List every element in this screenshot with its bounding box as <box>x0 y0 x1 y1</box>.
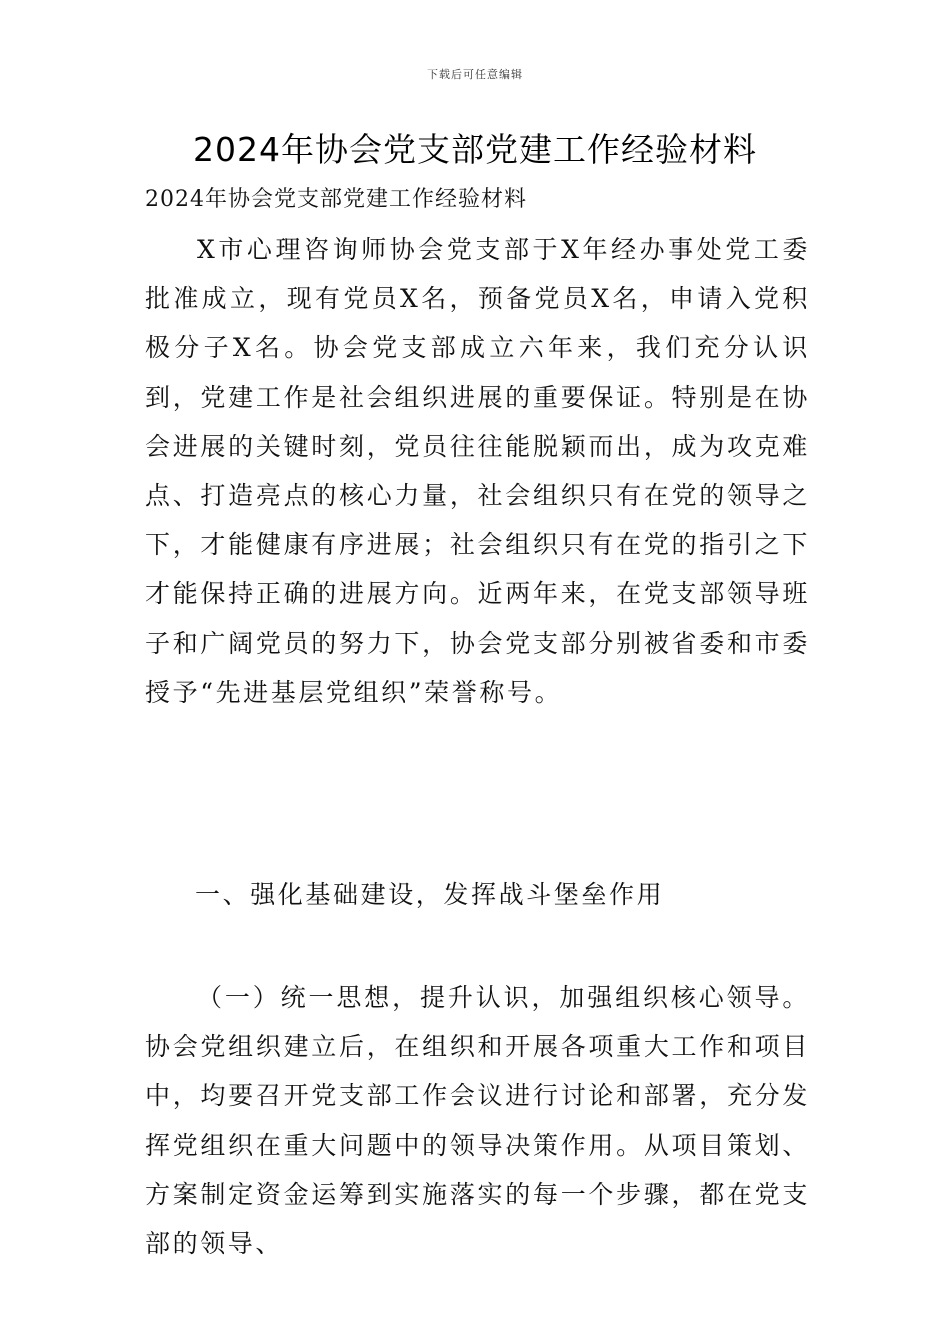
header-note: 下载后可任意编辑 <box>427 68 523 81</box>
document-subtitle: 2024年协会党支部党建工作经验材料 <box>145 187 527 212</box>
document-title: 2024年协会党支部党建工作经验材料 <box>193 130 757 169</box>
section-heading: 一、强化基础建设，发挥战斗堡垒作用 <box>195 880 665 909</box>
section-paragraph: （一）统一思想，提升认识，加强组织核心领导。协会党组织建立后，在组织和开展各项重大工作和项目中，均要召开党支部工作会议进行讨论和部署，充分发挥党组织在重大问题中的领导决策作用。从项目策划、方案制定资金运筹到实施落实的每一个步骤，都在党支部的领导、 <box>145 983 810 1259</box>
intro-paragraph: X市心理咨询师协会党支部于X年经办事处党工委批准成立，现有党员X名，预备党员X名，申请入党积极分子X名。协会党支部成立六年来，我们充分认识到，党建工作是社会组织进展的重要保证。特别是在协会进展的关键时刻，党员往往能脱颖而出，成为攻克难点、打造亮点的核心力量，社会组织只有在党的领导之下，才能健康有序进展；社会组织只有在党的指引之下才能保持正确的进展方向。近两年来，在党支部领导班子和广阔党员的努力下，协会党支部分别被省委和市委授予“先进基层党组织”荣誉称号。 <box>145 235 810 707</box>
